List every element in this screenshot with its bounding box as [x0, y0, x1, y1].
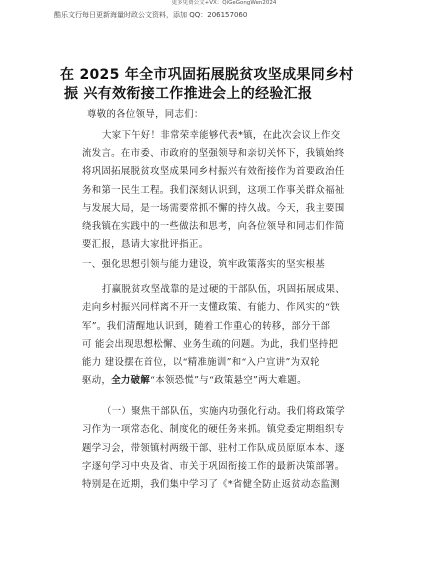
- paragraph-line: 走向乡村振兴同样离不开一支懂政策、有能力、作风实的“铁: [82, 302, 340, 313]
- paragraph-text: 驱动，: [82, 375, 112, 386]
- top-note: 更多免费公文+VX：QiGeGongWen2024: [171, 0, 277, 6]
- paragraph-line: 习作为一项常态化、制度化的硬任务来抓。镇党委定期组织专: [82, 424, 345, 435]
- paragraph-text: 我们将政策学: [286, 406, 346, 417]
- paragraph-line: [102, 405, 400, 418]
- paragraph-line: 流发言。在市委、市政府的坚强领导和亲切关怀下，我镇始终: [82, 148, 345, 159]
- section-heading: 一、强化思想引领与能力建设，筑牢政策落实的坚实根基: [82, 259, 326, 270]
- document-title-line-1: 在 2025 年全市巩固拓展脱贫攻坚成果同乡村: [60, 67, 354, 83]
- paragraph-line: 字逐句学习中央及省、市关于巩固衔接工作的最新决策部署。: [82, 461, 345, 472]
- paragraph-line: 绕我镇在实践中的一些做法和思考，向各位领导和同志们作简: [82, 221, 345, 232]
- paragraph-line: 与发展大局，是一场需要常抓不懈的持久战。今天，我主要围: [82, 203, 345, 214]
- paragraph-line: 特别是在近期，我们集中学习了《*省健全防止返贫动态监测: [82, 479, 340, 490]
- paragraph-line: 要汇报，恳请大家批评指正。: [82, 239, 209, 250]
- paragraph-line: 军”。我们清醒地认识到，随着工作重心的转移，部分干部: [82, 321, 331, 332]
- document-title-line-2: 振 兴有效衔接工作推进会上的经验汇报: [64, 86, 313, 102]
- paragraph-line: 大家下午好！非常荣幸能够代表*镇，在此次会议上作交: [102, 130, 341, 141]
- paragraph-line: 能力 建设摆在首位，以“精准施训”和“入户宣讲”为双轮: [82, 357, 320, 368]
- paragraph-text: “本领恐慌”与“政策悬空”两大难题。: [150, 375, 307, 386]
- paragraph-line: [82, 374, 400, 387]
- bold-phrase: 全力破解: [111, 375, 151, 386]
- paragraph-line: 务和第一民生工程。我们深刻认识到，这项工作事关群众福祉: [82, 185, 345, 196]
- paragraph-line: 将巩固拓展脱贫攻坚成果同乡村振兴有效衔接作为首要政治任: [82, 166, 345, 177]
- subsection-heading: （一）聚焦干部队伍，实施内功强化行动。: [102, 406, 287, 417]
- greeting: 尊敬的各位领导，同志们：: [87, 109, 204, 120]
- paragraph-line: 可 能会出现思想松懈、业务生疏的问题。为此，我们坚持把: [82, 339, 339, 350]
- promo-banner: 酷乐文行每日更新海量时政公文资料，添加 QQ：206157060: [54, 11, 248, 19]
- paragraph-line: 题学习会，带领镇村两级干部、驻村工作队成员原原本本、逐: [82, 443, 345, 454]
- paragraph-line: 打赢脱贫攻坚战靠的是过硬的干部队伍，巩固拓展成果、: [102, 284, 346, 295]
